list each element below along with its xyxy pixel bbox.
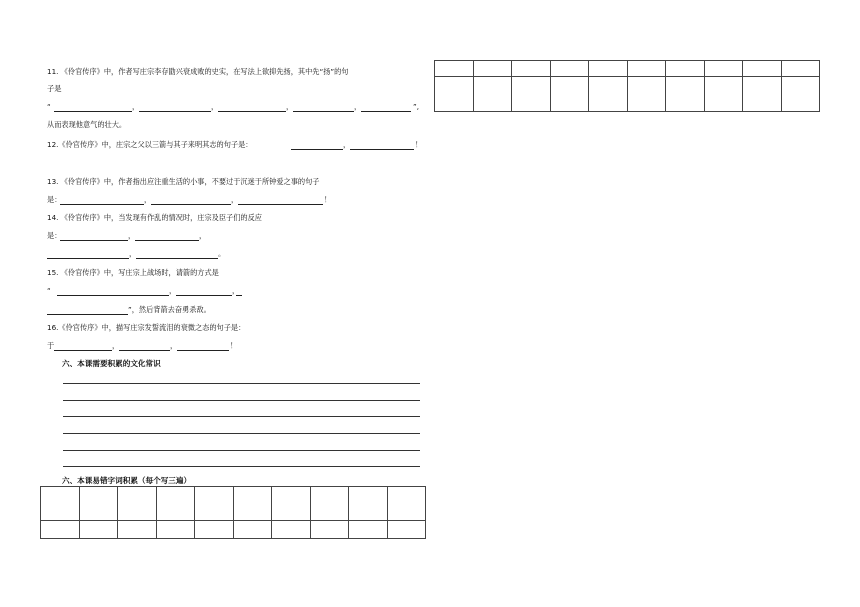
grid-cell[interactable]	[550, 61, 589, 77]
grid-cell[interactable]	[666, 77, 705, 112]
q14-blank-3[interactable]	[47, 258, 129, 259]
typos-cell[interactable]	[387, 487, 426, 521]
culture-line-4[interactable]	[63, 433, 420, 434]
grid-cell[interactable]	[781, 61, 820, 77]
q11-blank-2[interactable]	[139, 111, 211, 112]
q16-line1: 16.《伶官传序》中，描写庄宗发誓流泪的衰微之态的句子是：	[47, 323, 246, 332]
typos-cell[interactable]	[79, 521, 118, 539]
typos-cell[interactable]	[79, 487, 118, 521]
typos-cell[interactable]	[233, 487, 272, 521]
typos-cell[interactable]	[118, 521, 157, 539]
q12-blank-2[interactable]	[350, 149, 414, 150]
q12-comma: ，	[343, 140, 351, 149]
q14-line2: 是：	[47, 231, 62, 240]
grid-cell[interactable]	[435, 77, 474, 112]
q14-end: 。	[218, 249, 226, 258]
q11-comma-1: ，	[132, 102, 140, 111]
grid-cell[interactable]	[589, 61, 628, 77]
right-word-grid	[434, 60, 820, 112]
grid-cell[interactable]	[512, 77, 551, 112]
q13-blank-2[interactable]	[151, 204, 231, 205]
q11-comma-2: ，	[211, 102, 219, 111]
q13-line1: 13. 《伶官传序》中，作者指出应注重生活的小事，不要过于沉迷于所钟爱之事的句子	[47, 177, 320, 186]
grid-cell[interactable]	[743, 77, 782, 112]
typos-cell[interactable]	[233, 521, 272, 539]
q11-blank-3[interactable]	[218, 111, 286, 112]
q11-line1: 11. 《伶官传序》中，作者写庄宗李存勖兴衰成败的史实，在写法上欲抑先扬，其中先“扬”的句	[47, 67, 349, 76]
grid-cell[interactable]	[512, 61, 551, 77]
culture-line-2[interactable]	[63, 400, 420, 401]
q15-blank-3[interactable]	[47, 314, 128, 315]
typos-grid	[40, 486, 426, 539]
q11-blank-1[interactable]	[54, 111, 132, 112]
typos-section-title: 六、本课易错字词积累（每个写三遍）	[62, 476, 192, 485]
q14-blank-2[interactable]	[135, 240, 199, 241]
q15-open-quote: “	[47, 286, 51, 295]
q12-text: 12.《伶官传序》中，庄宗之父以三箭与其子来明其志的句子是：	[47, 140, 253, 149]
q11-line4: 从而表现他意气的壮大。	[47, 120, 127, 129]
q14-comma-3: ，	[129, 249, 137, 258]
q14-blank-4[interactable]	[136, 258, 218, 259]
culture-line-3[interactable]	[63, 416, 420, 417]
q15-blank-1[interactable]	[57, 295, 169, 296]
grid-cell[interactable]	[743, 61, 782, 77]
typos-cell[interactable]	[195, 487, 234, 521]
grid-cell[interactable]	[704, 61, 743, 77]
grid-cell[interactable]	[781, 77, 820, 112]
typos-cell[interactable]	[387, 521, 426, 539]
q13-comma-1: ，	[144, 195, 152, 204]
typos-cell[interactable]	[156, 521, 195, 539]
q14-line1: 14. 《伶官传序》中，当发现有作乱的情况时，庄宗及臣子们的反应	[47, 213, 262, 222]
q13-blank-3[interactable]	[238, 204, 323, 205]
q12-blank-1[interactable]	[291, 149, 343, 150]
typos-cell[interactable]	[41, 487, 80, 521]
grid-cell[interactable]	[473, 61, 512, 77]
typos-cell[interactable]	[349, 487, 388, 521]
grid-cell[interactable]	[550, 77, 589, 112]
q11-comma-3: ，	[286, 102, 294, 111]
q13-end: ！	[324, 195, 332, 204]
culture-section-title: 六、本课需要积累的文化常识	[62, 359, 161, 368]
q15-blank-2[interactable]	[176, 295, 232, 296]
grid-cell[interactable]	[627, 61, 666, 77]
typos-cell[interactable]	[41, 521, 80, 539]
culture-line-1[interactable]	[63, 383, 420, 384]
q13-blank-1[interactable]	[60, 204, 144, 205]
q12-end: ！	[415, 140, 423, 149]
q16-blank-1[interactable]	[54, 350, 112, 351]
q16-comma-2: ，	[170, 341, 178, 350]
typos-cell[interactable]	[310, 487, 349, 521]
typos-cell[interactable]	[310, 521, 349, 539]
q14-blank-1[interactable]	[60, 240, 128, 241]
q16-end: ！	[230, 341, 238, 350]
typos-cell[interactable]	[349, 521, 388, 539]
typos-cell[interactable]	[195, 521, 234, 539]
grid-cell[interactable]	[473, 77, 512, 112]
q11-blank-4[interactable]	[293, 111, 354, 112]
grid-cell[interactable]	[589, 77, 628, 112]
q15-line1: 15. 《伶官传序》中，写庄宗上战场时，请箭的方式是	[47, 268, 219, 277]
typos-cell[interactable]	[272, 487, 311, 521]
q15-comma-1: ，	[169, 286, 177, 295]
q14-comma-2: ，	[199, 231, 207, 240]
q11-close-quote: ”,	[413, 102, 420, 111]
q16-comma-1: ，	[112, 341, 120, 350]
q11-open-quote: “	[47, 102, 51, 111]
culture-line-5[interactable]	[63, 450, 420, 451]
typos-cell[interactable]	[118, 487, 157, 521]
grid-cell[interactable]	[666, 61, 705, 77]
q16-line2: 于	[47, 341, 55, 350]
grid-cell[interactable]	[435, 61, 474, 77]
q15-blank-2b[interactable]	[236, 295, 242, 296]
q16-blank-3[interactable]	[177, 350, 229, 351]
q11-blank-5[interactable]	[361, 111, 411, 112]
q11-line2: 子是	[47, 84, 62, 93]
q11-comma-4: ，	[354, 102, 362, 111]
q15-comma-2: ，	[232, 286, 240, 295]
q13-comma-2: ，	[231, 195, 239, 204]
typos-cell[interactable]	[272, 521, 311, 539]
q16-blank-2[interactable]	[119, 350, 170, 351]
q13-line2: 是：	[47, 195, 62, 204]
grid-cell[interactable]	[627, 77, 666, 112]
q14-comma-1: ，	[128, 231, 136, 240]
culture-line-6[interactable]	[63, 466, 420, 467]
grid-cell[interactable]	[704, 77, 743, 112]
q15-line3-end: ”，然后背箭去奋勇杀敌。	[128, 305, 211, 314]
typos-cell[interactable]	[156, 487, 195, 521]
